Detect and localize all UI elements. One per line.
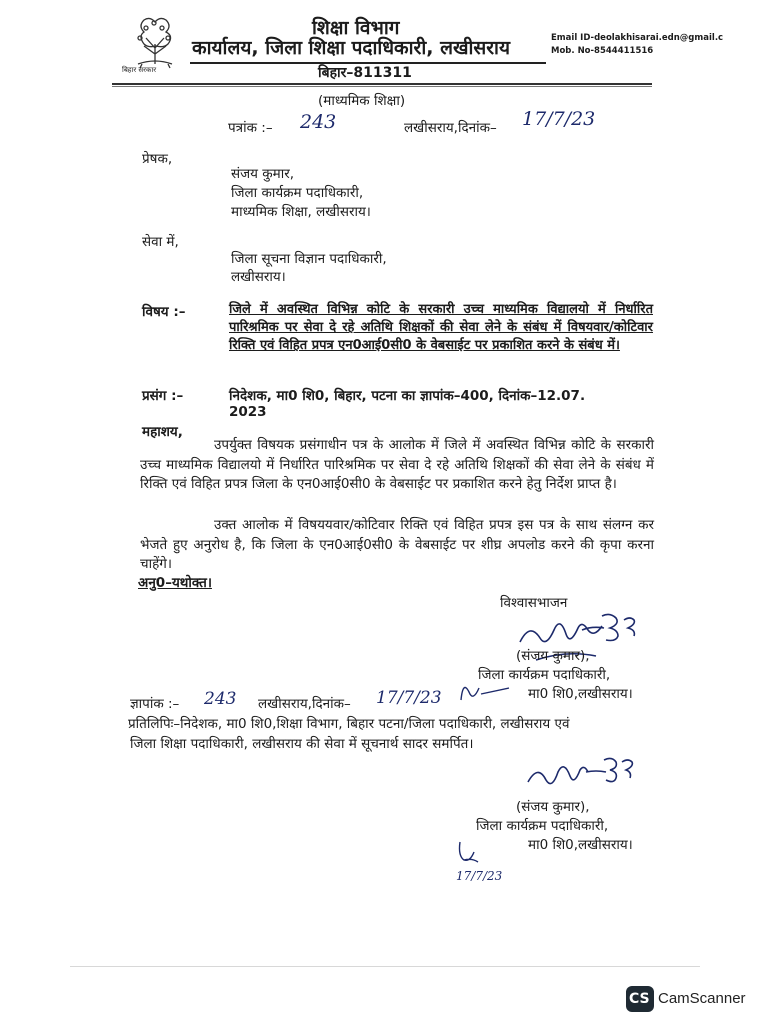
copy-to-line-2: जिला शिक्षा पदाधिकारी, लखीसराय की सेवा में सूचनार्थ सादर समर्पित।	[130, 736, 474, 752]
memo-number-handwritten: 243	[204, 689, 237, 709]
enclosure-note: अनु0–यथोक्त।	[138, 575, 212, 591]
initial-scribble	[455, 670, 515, 710]
footer-faint-line	[70, 966, 700, 967]
closing-yours-faithfully: विश्वासभाजन	[500, 595, 568, 611]
reference-label: प्रसंग :–	[142, 388, 184, 404]
recipient-label: सेवा में,	[142, 234, 179, 250]
office-title: कार्यालय, जिला शिक्षा पदाधिकारी, लखीसराय	[192, 37, 510, 59]
initial-date-scribble	[450, 836, 520, 886]
department-title: शिक्षा विभाग	[312, 17, 400, 39]
section-name: (माध्यमिक शिक्षा)	[318, 93, 406, 109]
memo-number-label: ज्ञापांक :–	[130, 696, 180, 712]
camscanner-logo	[626, 986, 654, 1012]
reference-line-1: निदेशक, मा0 शि0, बिहार, पटना का ज्ञापांक–400, दिनांक–12.07.	[229, 388, 586, 404]
signatory-1-designation: जिला कार्यक्रम पदाधिकारी,	[478, 667, 611, 683]
signatory-1-office: मा0 शि0,लखीसराय।	[528, 686, 633, 702]
body-paragraph-2: उक्त आलोक में विषययवार/कोटिवार रिक्ति एवं विहित प्रपत्र इस पत्र के साथ संलग्न कर भेजते हुए अनुरोध है, कि जिला के एन0आई0सी0 के वेबसाईट पर शीघ्र अपलोड करने की कृपा करना चाहेंगे।	[140, 517, 654, 572]
memo-city-date-label: लखीसराय,दिनांक–	[258, 696, 351, 712]
bihar-government-emblem	[116, 14, 194, 80]
signatory-1-name: (संजय कुमार),	[516, 648, 590, 664]
office-mobile: Mob. No-8544411516	[551, 46, 654, 56]
recipient-designation: जिला सूचना विज्ञान पदाधिकारी,	[231, 251, 387, 267]
signatory-2-name: (संजय कुमार),	[516, 799, 590, 815]
letter-number-label: पत्रांक :–	[228, 120, 273, 136]
emblem-caption: बिहार सरकार	[122, 66, 157, 74]
letter-city-date-label: लखीसराय,दिनांक–	[404, 120, 497, 136]
reference-line-2: 2023	[229, 404, 267, 420]
state-pin: बिहार–811311	[318, 65, 412, 81]
header-divider-thin	[112, 86, 652, 87]
memo-date-handwritten: 17/7/23	[376, 688, 442, 708]
svg-text:17/7/23: 17/7/23	[456, 869, 503, 883]
camscanner-name: CamScanner	[658, 990, 746, 1007]
sender-label: प्रेषक,	[142, 151, 173, 167]
sender-designation: जिला कार्यक्रम पदाधिकारी,	[231, 185, 364, 201]
office-email: Email ID-deolakhisarai.edn@gmail.c	[551, 33, 724, 43]
sender-office: माध्यमिक शिक्षा, लखीसराय।	[231, 204, 371, 220]
signatory-2-designation: जिला कार्यक्रम पदाधिकारी,	[476, 818, 609, 834]
header-divider	[112, 83, 652, 85]
sender-name: संजय कुमार,	[231, 166, 295, 182]
letter-date-handwritten: 17/7/23	[522, 108, 596, 130]
subject-label: विषय :–	[142, 304, 186, 320]
copy-to-line-1: प्रतिलिपिः–निदेशक, मा0 शि0,शिक्षा विभाग, बिहार पटना/जिला पदाधिकारी, लखीसराय एवं	[128, 716, 570, 732]
salutation: महाशय,	[142, 424, 183, 440]
subject-text: जिले में अवस्थित विभिन्न कोटि के सरकारी उच्च माध्यमिक विद्यालयो में निर्धारित पारिश्रमिक पर सेवा दे रहे अतिथि शिक्षकों की सेवा लेने के संबंध में विषयवार/कोटिवार रिक्ति एवं विहित प्रपत्र एन0आई0सी0 के वेबसाईट पर प्रकाशित करने के संबंध में।	[229, 302, 653, 353]
body-paragraph-1: उपर्युक्त विषयक प्रसंगाधीन पत्र के आलोक में जिले में अवस्थित विभिन्न कोटि के सरकारी उच्च माध्यमिक विद्यालयो में निर्धारित पारिश्रमिक पर सेवा दे रहे अतिथि शिक्षकों की सेवा लेने के संबंध में रिक्ति एवं विहित प्रपत्र जिला के एन0आई0सी0 के वेबसाईट पर प्रकाशित करने हेतु निर्देश प्राप्त है।	[140, 437, 654, 492]
signatory-2-office: मा0 शि0,लखीसराय।	[528, 837, 633, 853]
camscanner-logo-text: CS	[629, 991, 650, 1007]
letter-number-handwritten: 243	[300, 111, 337, 133]
recipient-city: लखीसराय।	[231, 269, 286, 285]
